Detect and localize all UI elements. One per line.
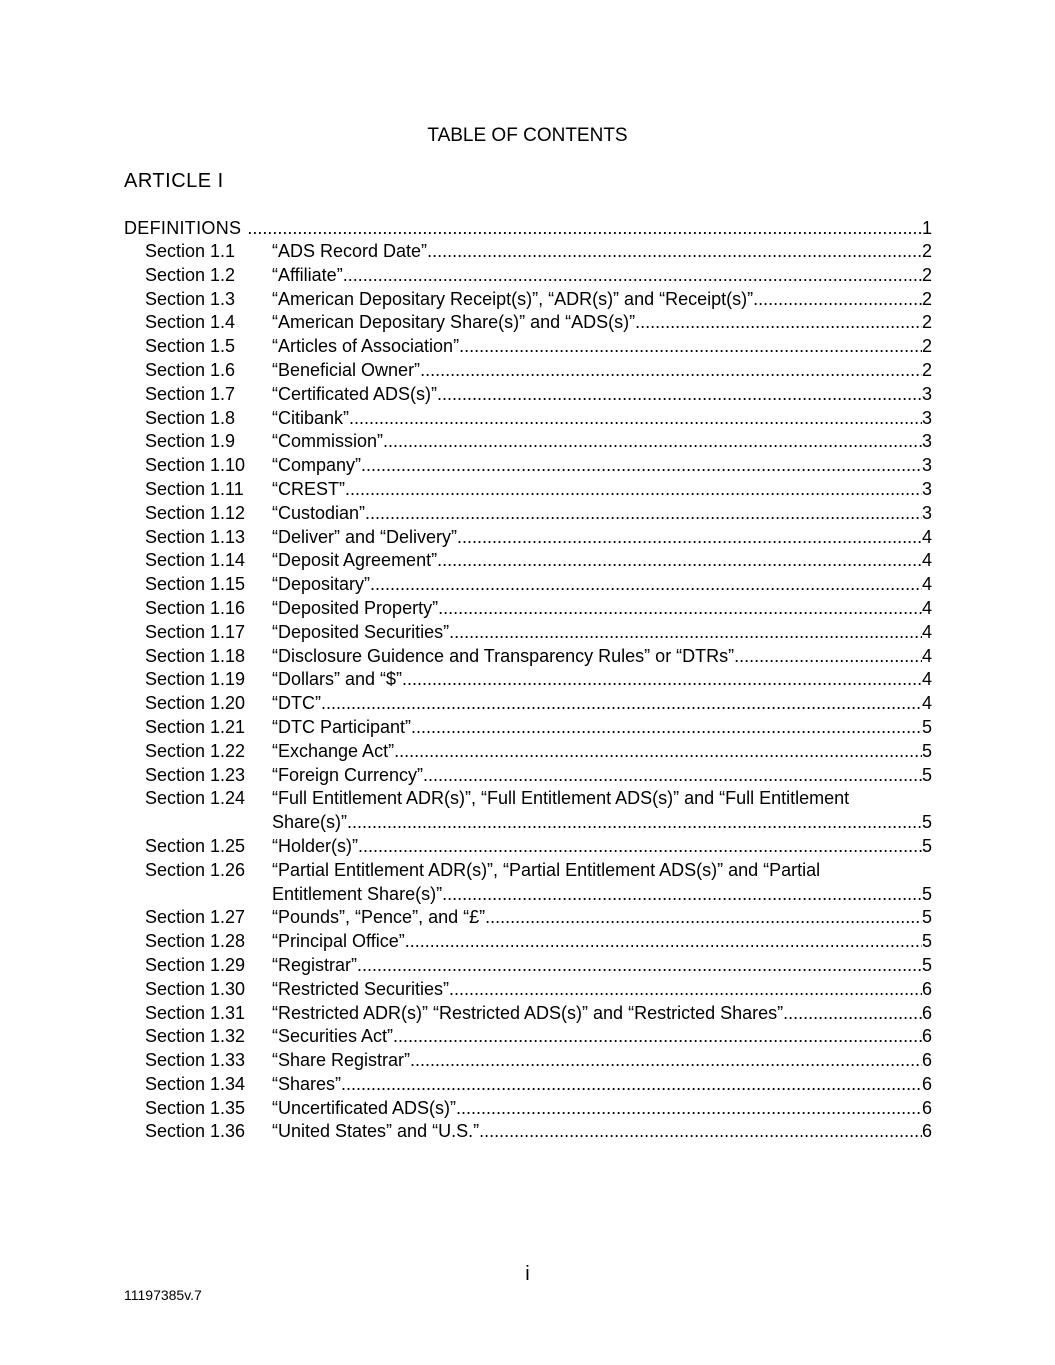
section-page: 5	[921, 740, 932, 761]
section-body	[272, 454, 932, 478]
toc-entry[interactable]	[145, 787, 932, 835]
section-body	[272, 597, 932, 621]
section-title: “Deposit Agreement”	[272, 550, 438, 571]
section-title: “United States” and “U.S.”	[272, 1121, 480, 1142]
dot-leader	[357, 954, 922, 978]
section-page: 4	[921, 645, 932, 666]
section-number: Section 1.22	[145, 740, 246, 761]
dot-leader	[411, 716, 922, 740]
section-title: “Share Registrar”	[272, 1050, 411, 1071]
section-number: Section 1.13	[145, 526, 246, 547]
dot-leader	[635, 311, 922, 335]
section-number: Section 1.14	[145, 550, 246, 571]
toc-entry[interactable]	[145, 1120, 932, 1144]
section-number: Section 1.15	[145, 574, 246, 595]
section-title: “Holder(s)”	[272, 835, 359, 856]
section-body	[272, 478, 932, 502]
dot-leader	[437, 383, 922, 407]
section-body	[272, 930, 932, 954]
dot-leader	[347, 811, 922, 835]
dot-leader	[456, 1097, 922, 1121]
dot-leader	[393, 1025, 922, 1049]
dot-leader	[394, 740, 922, 764]
section-number: Section 1.28	[145, 931, 246, 952]
toc-entry[interactable]	[145, 692, 932, 716]
toc-entry[interactable]	[145, 478, 932, 502]
section-page: 2	[921, 241, 932, 261]
article-heading: ARTICLE I	[124, 170, 224, 192]
dot-leader	[459, 335, 922, 359]
page-number: i	[525, 1263, 530, 1285]
dot-leader	[247, 216, 922, 240]
section-body	[272, 335, 932, 359]
section-number: Section 1.36	[145, 1121, 246, 1142]
section-body	[272, 288, 932, 312]
section-body	[272, 787, 932, 835]
section-number: Section 1.33	[145, 1050, 246, 1071]
dot-leader	[341, 1073, 922, 1097]
section-page: 3	[921, 383, 932, 404]
toc-entry[interactable]	[145, 1002, 932, 1026]
toc-entry[interactable]	[145, 240, 932, 264]
section-page: 4	[921, 550, 932, 571]
section-title: “Deposited Securities”	[272, 621, 450, 642]
section-page: 5	[921, 764, 932, 785]
section-body	[272, 1073, 932, 1097]
dot-leader	[349, 407, 922, 431]
section-body	[272, 573, 932, 597]
section-title: “Dollars” and “$”	[272, 669, 403, 690]
section-number: Section 1.16	[145, 597, 246, 618]
section-title: “Beneficial Owner”	[272, 359, 421, 380]
section-title: “Company”	[272, 455, 362, 476]
section-number: Section 1.4	[145, 312, 236, 333]
toc-entry[interactable]	[145, 311, 932, 335]
section-number: Section 1.2	[145, 264, 236, 285]
section-body	[272, 311, 932, 335]
toc-entry[interactable]	[145, 1097, 932, 1121]
dot-leader	[402, 668, 922, 692]
section-title: “Registrar”	[272, 954, 358, 975]
dot-leader	[427, 240, 922, 264]
definitions-row[interactable]	[124, 216, 932, 240]
toc-entry[interactable]	[145, 454, 932, 478]
section-title: “Securities Act”	[272, 1026, 394, 1047]
dot-leader	[423, 764, 922, 788]
section-title: “Restricted ADR(s)” “Restricted ADS(s)” and “Restricted Shares”	[272, 1002, 784, 1023]
section-title: “Pounds”, “Pence”, and “£”	[272, 907, 486, 928]
section-body	[272, 1002, 932, 1026]
dot-leader	[449, 621, 922, 645]
section-title: “Disclosure Guidence and Transparency Rules” or “DTRs”	[272, 645, 735, 666]
section-title: “American Depositary Share(s)” and “ADS(s)”	[272, 312, 636, 333]
section-title: “American Depositary Receipt(s)”, “ADR(s)” and “Receipt(s)”	[272, 288, 754, 309]
section-number: Section 1.32	[145, 1026, 246, 1047]
section-page: 6	[921, 1121, 932, 1142]
section-body	[272, 835, 932, 859]
toc-entry[interactable]	[145, 764, 932, 788]
section-body	[272, 526, 932, 550]
section-body	[272, 764, 932, 788]
section-page: 6	[921, 1050, 932, 1071]
section-body	[272, 954, 932, 978]
section-number: Section 1.19	[145, 669, 246, 690]
toc-section-list	[145, 240, 932, 1144]
section-page: 4	[921, 693, 932, 714]
section-page: 2	[921, 288, 932, 309]
dot-leader	[783, 1002, 922, 1026]
toc-entry[interactable]	[145, 859, 932, 907]
dot-leader	[442, 883, 922, 907]
section-number: Section 1.34	[145, 1073, 246, 1094]
toc-entry[interactable]	[145, 1073, 932, 1097]
section-title: Entitlement Share(s)”	[272, 883, 443, 904]
toc-entry[interactable]	[145, 502, 932, 526]
section-body	[272, 1049, 932, 1073]
toc-entry[interactable]	[145, 930, 932, 954]
section-number: Section 1.35	[145, 1097, 246, 1118]
section-page: 4	[921, 621, 932, 642]
dot-leader	[734, 645, 922, 669]
section-body	[272, 240, 932, 264]
definitions-label: DEFINITIONS	[124, 218, 242, 238]
toc-entry[interactable]	[145, 430, 932, 454]
dot-leader	[753, 288, 922, 312]
section-page: 6	[921, 1073, 932, 1094]
section-body	[272, 430, 932, 454]
toc-entry[interactable]	[145, 716, 932, 740]
dot-leader	[485, 906, 922, 930]
section-body	[272, 621, 932, 645]
section-page: 3	[921, 455, 932, 476]
section-body	[272, 502, 932, 526]
dot-leader	[457, 526, 922, 550]
dot-leader	[420, 359, 922, 383]
section-page: 2	[921, 312, 932, 333]
toc-entry[interactable]	[145, 288, 932, 312]
section-number: Section 1.7	[145, 383, 236, 404]
dot-leader	[345, 478, 922, 502]
section-title: “Deliver” and “Delivery”	[272, 526, 458, 547]
section-page: 4	[921, 669, 932, 690]
toc-entry[interactable]	[145, 407, 932, 431]
section-body	[272, 1025, 932, 1049]
section-number: Section 1.26	[145, 859, 246, 880]
section-body	[272, 978, 932, 1002]
section-body	[272, 716, 932, 740]
section-title: “Shares”	[272, 1073, 342, 1094]
section-body	[272, 407, 932, 431]
toc-entry[interactable]	[145, 978, 932, 1002]
section-page: 4	[921, 574, 932, 595]
section-page: 6	[921, 1097, 932, 1118]
section-number: Section 1.3	[145, 288, 236, 309]
section-page: 2	[921, 264, 932, 285]
dot-leader	[383, 430, 922, 454]
section-page: 5	[921, 907, 932, 928]
section-title: “Citibank”	[272, 407, 350, 428]
section-number: Section 1.12	[145, 502, 246, 523]
section-number: Section 1.31	[145, 1002, 246, 1023]
section-title: “Restricted Securities”	[272, 978, 450, 999]
toc-entry[interactable]	[145, 835, 932, 859]
section-page: 5	[921, 954, 932, 975]
dot-leader	[361, 454, 922, 478]
section-number: Section 1.6	[145, 359, 236, 380]
toc-entry[interactable]	[145, 526, 932, 550]
dot-leader	[343, 264, 922, 288]
toc-entry[interactable]	[145, 906, 932, 930]
section-number: Section 1.9	[145, 431, 236, 452]
dot-leader	[321, 692, 922, 716]
section-number: Section 1.5	[145, 336, 236, 357]
section-page: 3	[921, 502, 932, 523]
section-title: “Exchange Act”	[272, 740, 395, 761]
toc-entry[interactable]	[145, 359, 932, 383]
toc-entry[interactable]	[145, 1049, 932, 1073]
section-number: Section 1.29	[145, 954, 246, 975]
section-page: 4	[921, 597, 932, 618]
section-number: Section 1.11	[145, 478, 244, 499]
section-number: Section 1.8	[145, 407, 236, 428]
section-page: 6	[921, 1026, 932, 1047]
section-number: Section 1.23	[145, 764, 246, 785]
section-number: Section 1.24	[145, 788, 246, 809]
dot-leader	[479, 1120, 922, 1144]
dot-leader	[410, 1049, 922, 1073]
section-title-line: “Partial Entitlement ADR(s)”, “Partial Entitlement ADS(s)” and “Partial	[272, 859, 821, 880]
toc-entry[interactable]	[145, 264, 932, 288]
toc-entry[interactable]	[145, 645, 932, 669]
section-body	[272, 264, 932, 288]
section-number: Section 1.18	[145, 645, 246, 666]
section-page: 2	[921, 336, 932, 357]
dot-leader	[370, 573, 922, 597]
document-id: 11197385v.7	[124, 1287, 202, 1303]
definitions-page: 1	[921, 218, 932, 238]
section-number: Section 1.20	[145, 693, 246, 714]
section-title: “ADS Record Date”	[272, 241, 428, 261]
section-body	[272, 740, 932, 764]
section-body	[272, 906, 932, 930]
dot-leader	[438, 597, 922, 621]
section-title: “DTC Participant”	[272, 716, 412, 737]
section-page: 5	[921, 835, 932, 856]
section-page: 5	[921, 883, 932, 904]
toc-entry[interactable]	[145, 335, 932, 359]
section-page: 6	[921, 978, 932, 999]
section-page: 5	[921, 812, 932, 833]
section-page: 3	[921, 407, 932, 428]
section-title: “Deposited Property”	[272, 597, 439, 618]
section-title: “Certificated ADS(s)”	[272, 383, 438, 404]
section-page: 6	[921, 1002, 932, 1023]
section-page: 5	[921, 716, 932, 737]
dot-leader	[405, 930, 922, 954]
section-number: Section 1.10	[145, 455, 246, 476]
section-page: 4	[921, 526, 932, 547]
section-body	[272, 859, 932, 907]
section-title: “Principal Office”	[272, 931, 405, 952]
section-number: Section 1.27	[145, 907, 246, 928]
section-title: “Uncertificated ADS(s)”	[272, 1097, 457, 1118]
section-body	[272, 668, 932, 692]
toc-entry[interactable]	[145, 740, 932, 764]
section-body	[272, 383, 932, 407]
section-number: Section 1.30	[145, 978, 246, 999]
toc-entry[interactable]	[145, 668, 932, 692]
toc-entry[interactable]	[145, 597, 932, 621]
section-title-line: “Full Entitlement ADR(s)”, “Full Entitlement ADS(s)” and “Full Entitlement	[272, 788, 850, 809]
section-page: 2	[921, 359, 932, 380]
section-body	[272, 1120, 932, 1144]
toc-title: TABLE OF CONTENTS	[427, 125, 628, 146]
section-page: 3	[921, 478, 932, 499]
dot-leader	[358, 835, 922, 859]
section-title: “DTC”	[272, 693, 321, 714]
dot-leader	[449, 978, 922, 1002]
section-title: “Affiliate”	[272, 264, 343, 285]
section-body	[272, 549, 932, 573]
section-title: “Depositary”	[272, 574, 371, 595]
dot-leader	[437, 549, 922, 573]
toc-entry[interactable]	[145, 549, 932, 573]
section-title: “Custodian”	[272, 502, 366, 523]
section-title: “CREST”	[272, 478, 345, 499]
section-title: “Articles of Association”	[272, 336, 460, 357]
section-body	[272, 645, 932, 669]
section-number: Section 1.21	[145, 716, 246, 737]
section-body	[272, 1097, 932, 1121]
toc-entry[interactable]	[145, 573, 932, 597]
toc-entry[interactable]	[145, 621, 932, 645]
toc-entry[interactable]	[145, 954, 932, 978]
toc-entry[interactable]	[145, 1025, 932, 1049]
section-title: “Foreign Currency”	[272, 764, 424, 785]
toc-entry[interactable]	[145, 383, 932, 407]
dot-leader	[365, 502, 922, 526]
section-number: Section 1.1	[145, 241, 236, 261]
section-page: 3	[921, 431, 932, 452]
section-body	[272, 359, 932, 383]
section-number: Section 1.25	[145, 835, 246, 856]
section-number: Section 1.17	[145, 621, 246, 642]
section-page: 5	[921, 931, 932, 952]
section-title: Share(s)”	[272, 812, 348, 833]
section-title: “Commission”	[272, 431, 384, 452]
section-body	[272, 692, 932, 716]
